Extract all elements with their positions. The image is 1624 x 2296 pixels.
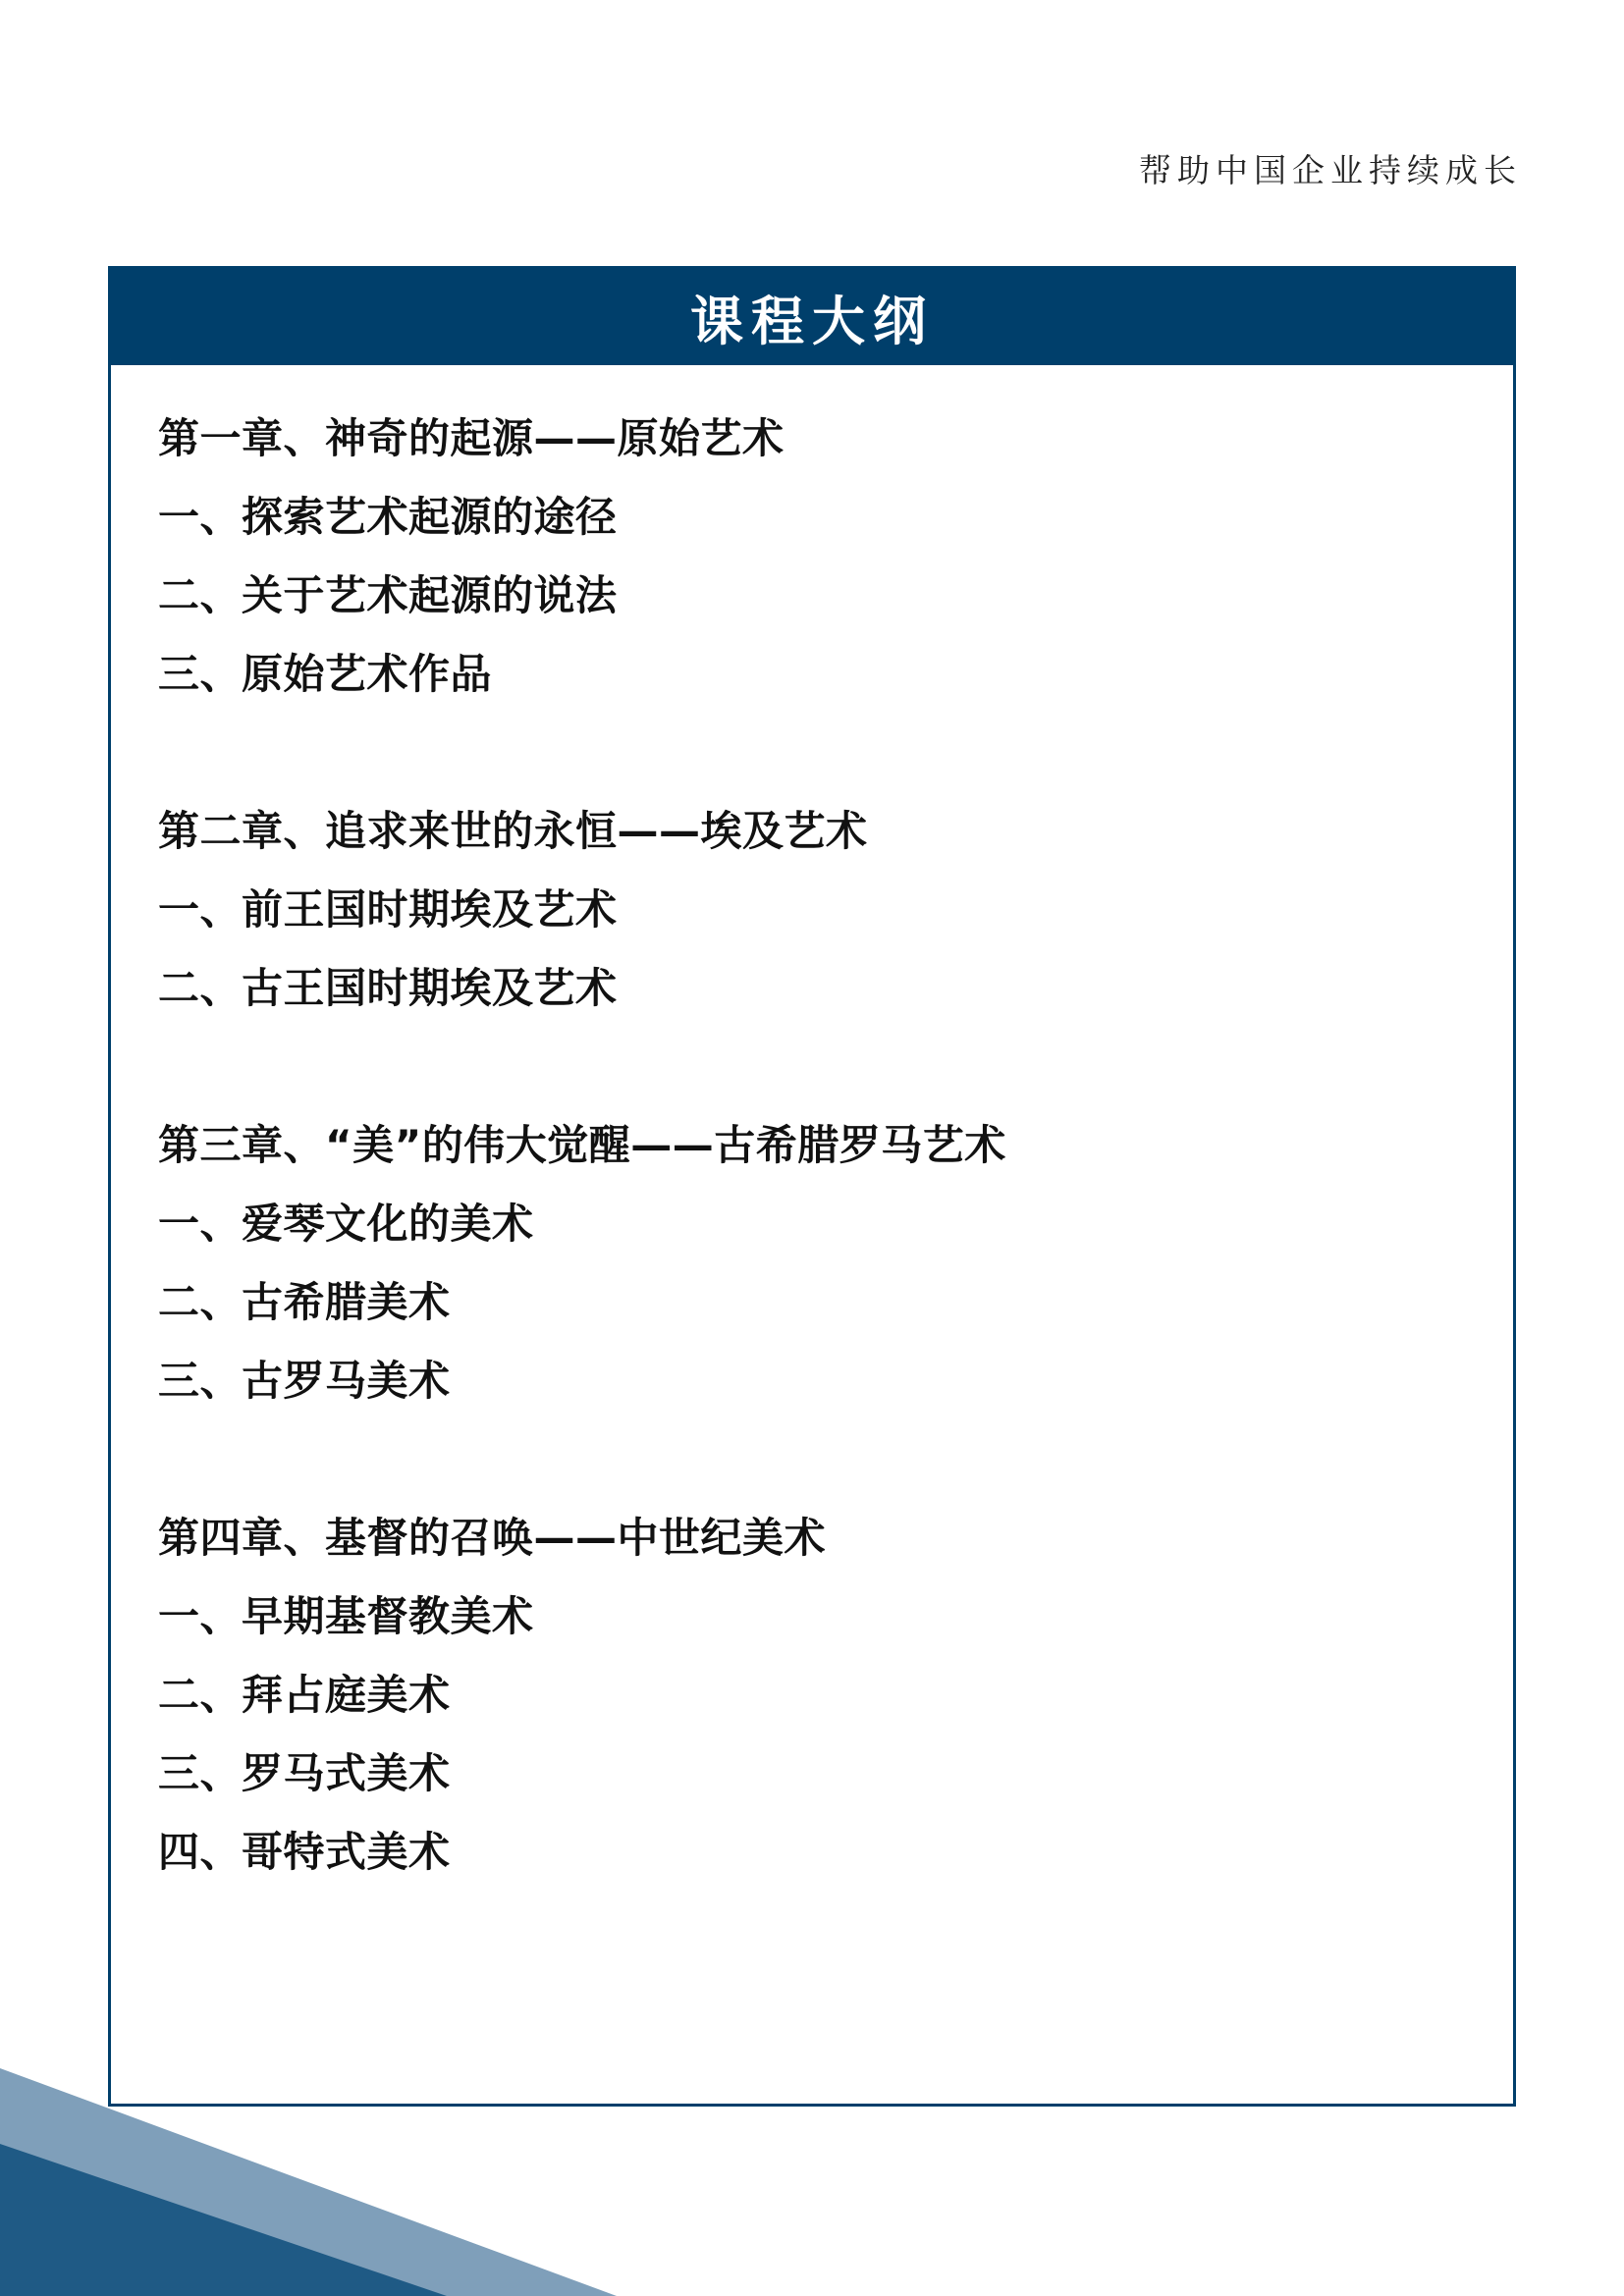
header-tagline: 帮助中国企业持续成长 [1139,151,1522,189]
chapter-2 [158,792,1513,1028]
chapter-3 [158,1106,1513,1420]
section-item: 三、原始艺术作品 [158,650,493,698]
section-item: 三、罗马式美术 [158,1749,451,1797]
chapter-4 [158,1499,1513,1892]
section-item: 一、早期基督教美术 [158,1592,534,1640]
section-item: 一、前王国时期埃及艺术 [158,885,618,934]
section-item: 三、古罗马美术 [158,1357,451,1405]
section-item: 一、爱琴文化的美术 [158,1200,534,1248]
chapter-list [111,365,1513,1892]
chapter-1 [158,400,1513,714]
section-item: 二、关于艺术起源的说法 [158,571,618,619]
outline-title-bar [111,269,1513,365]
chapter-heading: 第四章、基督的召唤——中世纪美术 [158,1514,827,1562]
section-item: 二、古王国时期埃及艺术 [158,964,618,1012]
section-item: 二、拜占庭美术 [158,1671,451,1719]
course-outline-panel [108,266,1516,2107]
chapter-heading: 第一章、神奇的起源——原始艺术 [158,414,785,462]
section-item: 一、探索艺术起源的途径 [158,493,618,541]
outline-title: 课程大纲 [690,290,934,352]
section-item: 二、古希腊美术 [158,1278,451,1326]
chapter-heading: 第二章、追求来世的永恒——埃及艺术 [158,807,868,855]
section-item: 四、哥特式美术 [158,1828,451,1876]
corner-decoration [0,2002,687,2296]
chapter-heading: 第三章、“美”的伟大觉醒——古希腊罗马艺术 [158,1121,1006,1169]
